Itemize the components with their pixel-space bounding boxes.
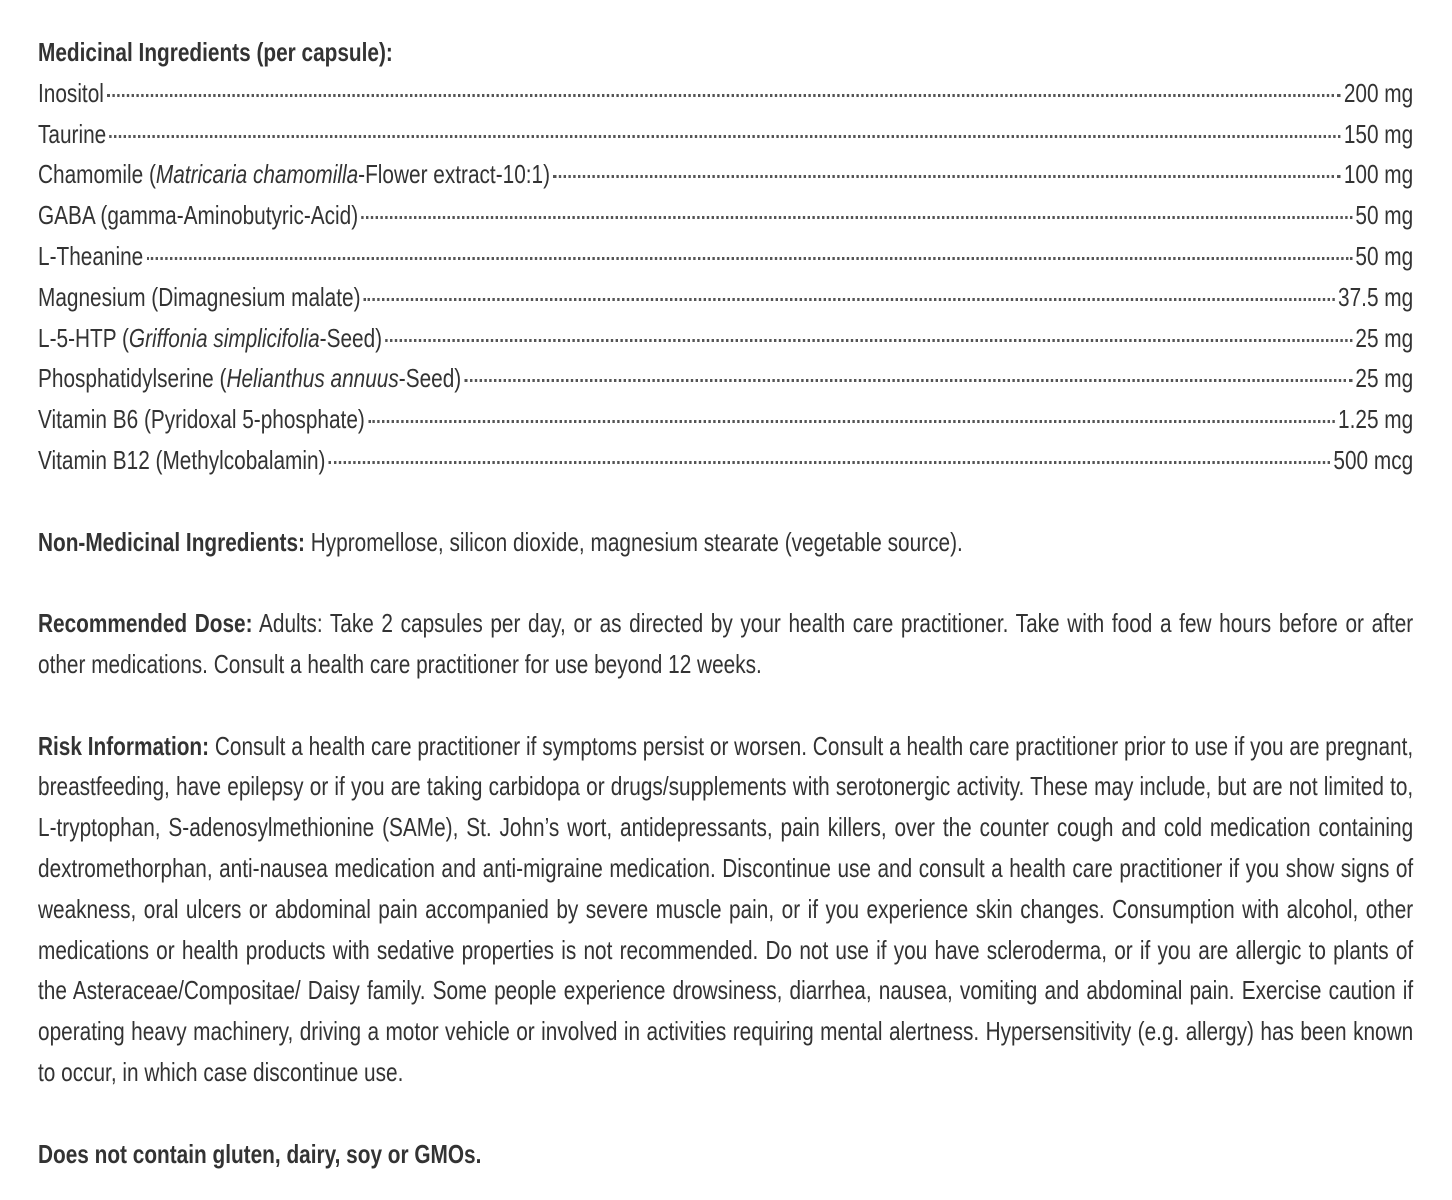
ingredient-amount: 50 mg xyxy=(1355,200,1414,231)
ingredient-row xyxy=(38,440,1413,481)
medicinal-title: Medicinal Ingredients (per capsule): xyxy=(38,37,393,67)
ingredient-name xyxy=(38,236,143,277)
ingredient-name-text: Taurine xyxy=(38,118,107,149)
ingredient-row xyxy=(38,114,1413,155)
ingredient-name xyxy=(38,195,358,236)
ingredient-name-text: Vitamin B12 (Methylcobalamin) xyxy=(38,444,326,475)
ingredient-row xyxy=(38,318,1413,359)
dot-leader xyxy=(553,175,1340,178)
dot-leader xyxy=(329,461,1331,464)
ingredient-name-text: Inositol xyxy=(38,77,104,108)
dot-leader xyxy=(364,298,1335,301)
dot-leader xyxy=(385,339,1352,342)
botanical-name: Griffonia simplicifolia xyxy=(128,322,320,353)
ingredient-name-text: L-Theanine xyxy=(38,240,144,271)
botanical-name: Helianthus annuus xyxy=(226,363,399,394)
dot-leader xyxy=(361,216,1352,219)
dot-leader xyxy=(368,420,1335,423)
ingredient-name-text: Phosphatidylserine ( xyxy=(38,363,227,394)
ingredient-detail: -Seed) xyxy=(398,363,462,394)
product-label xyxy=(38,32,1413,1174)
ingredient-amount: 37.5 mg xyxy=(1338,281,1414,312)
ingredient-amount: 25 mg xyxy=(1355,322,1414,353)
allergen-statement: Does not contain gluten, dairy, soy or GMOs. xyxy=(38,1138,482,1169)
ingredient-name xyxy=(38,277,361,318)
ingredient-name xyxy=(38,154,550,195)
botanical-name: Matricaria chamomilla xyxy=(155,159,359,190)
ingredient-row xyxy=(38,195,1413,236)
dot-leader xyxy=(107,94,1341,97)
section-label: Non-Medicinal Ingredients: xyxy=(38,526,305,557)
ingredient-amount: 25 mg xyxy=(1355,363,1414,394)
ingredient-name xyxy=(38,399,365,440)
ingredient-name xyxy=(38,440,325,481)
ingredient-amount: 150 mg xyxy=(1343,118,1414,149)
ingredient-detail: -Flower extract-10:1) xyxy=(358,159,551,190)
ingredient-name-text: Vitamin B6 (Pyridoxal 5-phosphate) xyxy=(38,404,365,435)
ingredient-row xyxy=(38,358,1413,399)
section-label: Recommended Dose: xyxy=(38,608,253,639)
ingredient-row xyxy=(38,399,1413,440)
section-label: Risk Information: xyxy=(38,730,210,761)
ingredient-row xyxy=(38,236,1413,277)
ingredient-name-text: Magnesium (Dimagnesium malate) xyxy=(38,281,361,312)
dot-leader xyxy=(109,135,1340,138)
ingredient-list xyxy=(38,73,1413,481)
dot-leader xyxy=(464,379,1352,382)
ingredient-name-text: Chamomile ( xyxy=(38,159,156,190)
ingredient-amount: 200 mg xyxy=(1343,77,1414,108)
ingredient-name xyxy=(38,73,104,114)
ingredient-row xyxy=(38,73,1413,114)
ingredient-amount: 500 mcg xyxy=(1333,444,1414,475)
ingredient-amount: 1.25 mg xyxy=(1338,404,1414,435)
non-medicinal-ingredients xyxy=(38,522,1413,563)
dot-leader xyxy=(146,257,1352,260)
ingredient-detail: -Seed) xyxy=(319,322,383,353)
ingredient-name xyxy=(38,358,461,399)
section-text: Hypromellose, silicon dioxide, magnesium stearate (vegetable source). xyxy=(304,526,963,557)
section-text: Consult a health care practitioner if symptoms persist or worsen. Consult a health care practitioner prior to use if you are pregnant, breastfeeding, have epilepsy or if you are taking carbidopa or drugs/supplements with serotonergic activity. These may include, but are not limited to, L-tryptophan, S-adenosylmethionine (SAMe), St. John’s wort, antidepressants, pain killers, over the counter cough and cold medication containing dextromethorphan, anti-nausea medication and anti-migraine medication. Discontinue use and consult a health care practitioner if you show signs of weakness, oral ulcers or abdominal pain accompanied by severe muscle pain, or if you experience skin changes. Consumption with alcohol, other medications or health products with sedative properties is not recommended. Do not use if you have scleroderma, or if you are allergic to plants of the Asteraceae/Compositae/ Daisy family. Some people experience drowsiness, diarrhea, nausea, vomiting and abdominal pain. Exercise caution if operating heavy machinery, driving a motor vehicle or involved in activities requiring mental alertness. Hypersensitivity (e.g. allergy) has been known to occur, in which case discontinue use. xyxy=(38,730,1414,1087)
ingredient-amount: 50 mg xyxy=(1355,240,1414,271)
ingredient-name xyxy=(38,114,106,155)
ingredient-row xyxy=(38,277,1413,318)
ingredient-row xyxy=(38,154,1413,195)
ingredient-amount: 100 mg xyxy=(1343,159,1414,190)
section-text: Adults: Take 2 capsules per day, or as directed by your health care practitioner. Take with food a few hours before or after other medications. Consult a health care practitioner for use beyond 12 weeks. xyxy=(38,608,1414,679)
risk-information xyxy=(38,726,1413,1093)
ingredient-name-text: GABA (gamma-Aminobutyric-Acid) xyxy=(38,200,359,231)
ingredient-name-text: L-5-HTP ( xyxy=(38,322,129,353)
ingredient-name xyxy=(38,318,382,359)
recommended-dose xyxy=(38,603,1413,685)
